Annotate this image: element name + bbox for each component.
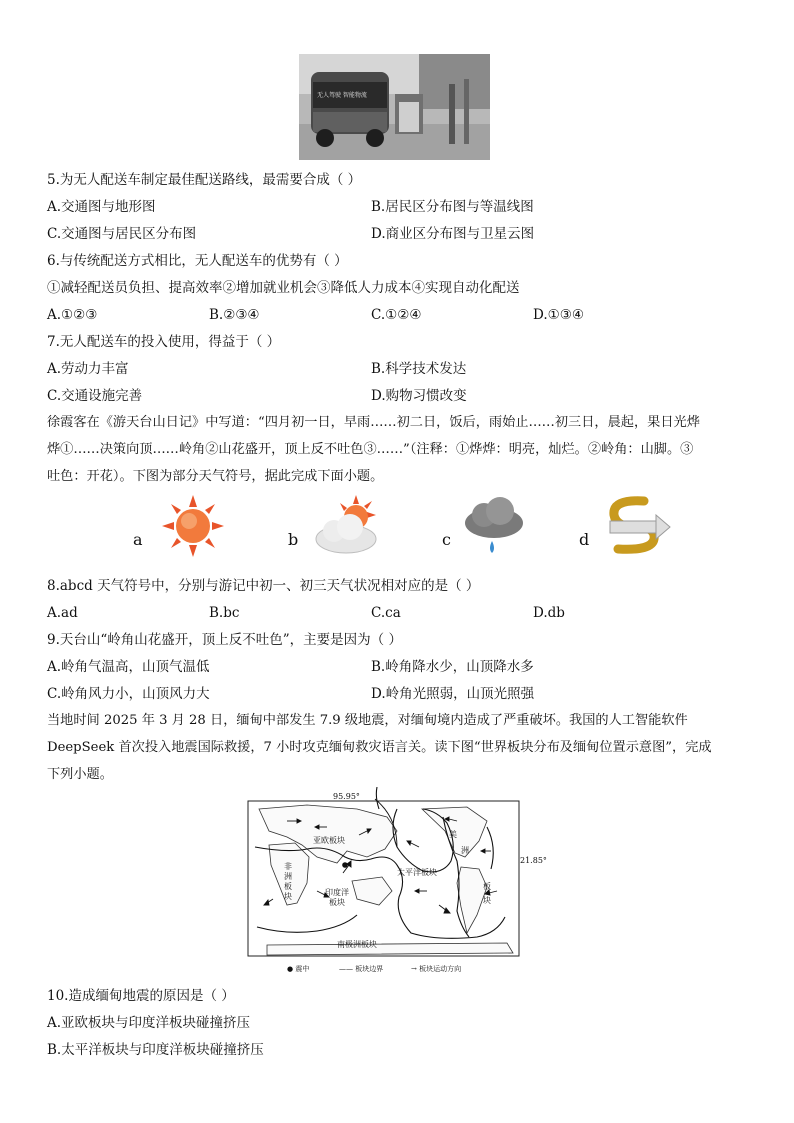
q7-option-d[interactable]: D.购物习惯改变 bbox=[371, 388, 467, 404]
passage1-line2: 烨①……决策向顶……岭角②山花盛开，顶上反不吐色③……”（注释：①烨烨：明亮，灿烂。②岭角：山脚。③ bbox=[47, 442, 694, 457]
q9-option-a[interactable]: A.岭角气温高，山顶气温低 bbox=[47, 659, 210, 675]
map-label-pacific: 太平洋板块 bbox=[397, 868, 437, 877]
q6-option-c[interactable]: C.①②④ bbox=[371, 307, 422, 323]
passage2-line1: 当地时间 2025 年 3 月 28 日，缅甸中部发生 7.9 级地震，对缅甸境内造成了严重破坏。我国的人工智能软件 bbox=[47, 713, 688, 728]
q7-option-b[interactable]: B.科学技术发达 bbox=[371, 361, 467, 377]
sunny-icon bbox=[160, 493, 226, 559]
map-legend-motion: → 板块运动方向 bbox=[411, 965, 462, 973]
q9-option-b[interactable]: B.岭角降水少，山顶降水多 bbox=[371, 659, 534, 675]
weather-label-d: d bbox=[579, 530, 590, 549]
q6-option-b[interactable]: B.②③④ bbox=[209, 307, 260, 323]
q8-option-a[interactable]: A.ad bbox=[47, 605, 78, 621]
map-label-eurasian: 亚欧板块 bbox=[313, 836, 345, 845]
q9-option-d[interactable]: D.岭角光照弱，山顶光照强 bbox=[371, 686, 535, 702]
map-label-america-2: 洲 bbox=[461, 846, 469, 855]
q7-option-c[interactable]: C.交通设施完善 bbox=[47, 388, 143, 404]
q8-option-b[interactable]: B.bc bbox=[209, 605, 240, 621]
q5-option-d[interactable]: D.商业区分布图与卫星云图 bbox=[371, 226, 535, 242]
delivery-vehicle-photo bbox=[299, 54, 490, 160]
q5-option-c[interactable]: C.交通图与居民区分布图 bbox=[47, 226, 197, 242]
q8-stem: 8.abcd 天气符号中，分别与游记中初一、初三天气状况相对应的是（ ） bbox=[47, 578, 480, 594]
map-label-africa-2: 洲 bbox=[284, 872, 292, 881]
weather-label-b: b bbox=[288, 530, 299, 549]
q5-stem: 5.为无人配送车制定最佳配送路线，最需要合成（ ） bbox=[47, 172, 362, 188]
map-label-america-1: 美 bbox=[449, 830, 457, 839]
map-coord-latitude: 21.85° bbox=[520, 856, 547, 865]
q7-stem: 7.无人配送车的投入使用，得益于（ ） bbox=[47, 334, 281, 350]
map-legend-boundary: —— 板块边界 bbox=[339, 965, 384, 973]
passage1-line1: 徐霞客在《游天台山日记》中写道：“四月初一日，早雨……初二日，饭后，雨始止……初三日，晨起，果日光烨 bbox=[47, 415, 700, 430]
passage1-line3: 吐色：开花）。下图为部分天气符号，据此完成下面小题。 bbox=[47, 469, 384, 484]
q8-option-d[interactable]: D.db bbox=[533, 605, 565, 621]
rain-cloud-icon bbox=[462, 493, 526, 559]
weather-label-a: a bbox=[133, 530, 143, 549]
map-coord-longitude: 95.95° bbox=[333, 792, 360, 801]
map-label-africa-4: 块 bbox=[284, 892, 292, 901]
photo-sign-text: 无人驾驶 智能物流 bbox=[317, 92, 367, 99]
weather-label-c: c bbox=[442, 530, 451, 549]
q6-statements: ①减轻配送员负担、提高效率②增加就业机会③降低人力成本④实现自动化配送 bbox=[47, 280, 520, 296]
world-plate-map bbox=[247, 787, 547, 975]
q10-option-b[interactable]: B.太平洋板块与印度洋板块碰撞挤压 bbox=[47, 1042, 264, 1058]
map-label-india-1: 印度洋 bbox=[325, 888, 349, 897]
map-label-america-3: 板 bbox=[483, 882, 491, 891]
q5-option-a[interactable]: A.交通图与地形图 bbox=[47, 199, 156, 215]
q6-option-d[interactable]: D.①③④ bbox=[533, 307, 584, 323]
q6-option-a[interactable]: A.①②③ bbox=[47, 307, 98, 323]
passage2-line2: DeepSeek 首次投入地震国际救援，7 小时攻克缅甸救灾语言关。读下图“世界板块分布及缅甸位置示意图”，完成 bbox=[47, 740, 712, 755]
map-label-antarctic: 南极洲板块 bbox=[337, 940, 377, 949]
map-label-america-4: 块 bbox=[483, 896, 491, 905]
q9-stem: 9.天台山“岭角山花盛开，顶上反不吐色”，主要是因为（ ） bbox=[47, 632, 402, 648]
sandstorm-icon bbox=[604, 493, 672, 559]
map-label-africa-3: 板 bbox=[284, 882, 292, 891]
q5-option-b[interactable]: B.居民区分布图与等温线图 bbox=[371, 199, 534, 215]
partly-cloudy-icon bbox=[310, 493, 384, 559]
map-label-africa-1: 非 bbox=[284, 862, 292, 871]
q7-option-a[interactable]: A.劳动力丰富 bbox=[47, 361, 129, 377]
q9-option-c[interactable]: C.岭角风力小，山顶风力大 bbox=[47, 686, 210, 702]
map-legend-epicenter: ● 震中 bbox=[287, 965, 310, 973]
q6-stem: 6.与传统配送方式相比，无人配送车的优势有（ ） bbox=[47, 253, 348, 269]
q10-option-a[interactable]: A.亚欧板块与印度洋板块碰撞挤压 bbox=[47, 1015, 251, 1031]
passage2-line3: 下列小题。 bbox=[47, 767, 113, 782]
q10-stem: 10.造成缅甸地震的原因是（ ） bbox=[47, 988, 235, 1004]
q8-option-c[interactable]: C.ca bbox=[371, 605, 401, 621]
map-label-india-2: 板块 bbox=[329, 898, 345, 907]
epicenter-marker bbox=[342, 862, 348, 868]
